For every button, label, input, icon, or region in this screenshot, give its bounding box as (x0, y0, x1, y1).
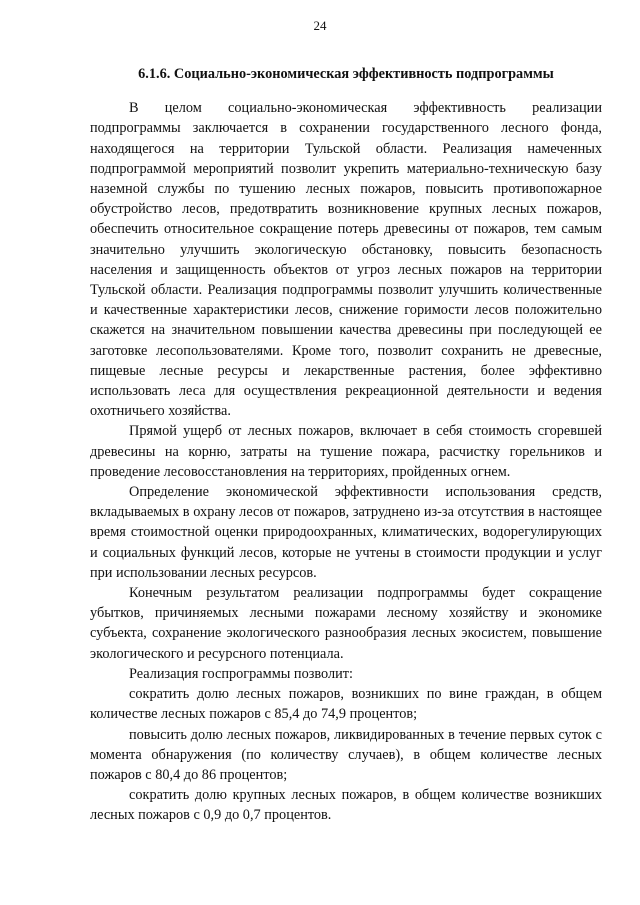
section-heading: 6.1.6. Социально-экономическая эффективность подпрограммы (138, 66, 554, 82)
paragraph-evaluation: Определение экономической эффективности использования средств, вкладываемых в охрану лесов от пожаров, затруднено из-за отсутствия в настоящее время стоимостной оценки природоохранных, климатических, водорегулирующих и социальных функций лесов, которые не учтены в стоимости продукции и услуг при использовании лесных ресурсов. (90, 484, 602, 581)
document-body (90, 64, 602, 826)
paragraph-goal-first-day: повысить долю лесных пожаров, ликвидированных в течение первых суток с момента обнаружения (по количеству случаев), в общем количестве лесных пожаров с 80,4 до 86 процентов; (90, 726, 602, 783)
paragraph-goal-citizens-fires: сократить долю лесных пожаров, возникших по вине граждан, в общем количестве лесных пожаров с 85,4 до 74,9 процентов; (90, 686, 602, 723)
paragraph-final-result: Конечным результатом реализации подпрограммы будет сокращение убытков, причиняемых лесными пожарами лесному хозяйству и экономике субъекта, сохранение экологического разнообразия лесных экосистем, повышение экологического и ресурсного потенциала. (90, 585, 602, 662)
paragraph-effectiveness: В целом социально-экономическая эффективность реализации подпрограммы заключается в сохранении государственного лесного фонда, находящегося на территории Тульской области. Реализация намеченных подпрограммой мероприятий позволит укрепить материально-техническую базу наземной службы по тушению лесных пожаров, повысить противопожарное обустройство лесов, предотвратить возникновение крупных лесных пожаров, обеспечить относительное сокращение потерь древесины от пожаров, тем самым значительно улучшить экологическую обстановку, повысить безопасность населения и защищенность объектов от угроз лесных пожаров на территории Тульской области. Реализация подпрограммы позволит улучшить количественные и качественные характеристики лесов, снижение горимости лесов положительно скажется на значительном повышении качества древесины при последующей ее заготовке лесопользователями. Кроме того, позволит сохранить не древесные, пищевые лесные ресурсы и лекарственные растения, более эффективно использовать леса для осуществления рекреационной деятельности и ведения охотничьего хозяйства. (90, 100, 602, 420)
paragraph-program-will: Реализация госпрограммы позволит: (129, 665, 353, 682)
page-number: 24 (313, 18, 327, 33)
paragraph-goal-large-fires: сократить долю крупных лесных пожаров, в общем количестве возникших лесных пожаров с 0,9 до 0,7 процентов. (90, 787, 602, 824)
paragraph-direct-damage: Прямой ущерб от лесных пожаров, включает в себя стоимость сгоревшей древесины на корню, затраты на тушение пожара, расчистку горельников и проведение лесовосстановления на территориях, пройденных огнем. (90, 423, 602, 480)
